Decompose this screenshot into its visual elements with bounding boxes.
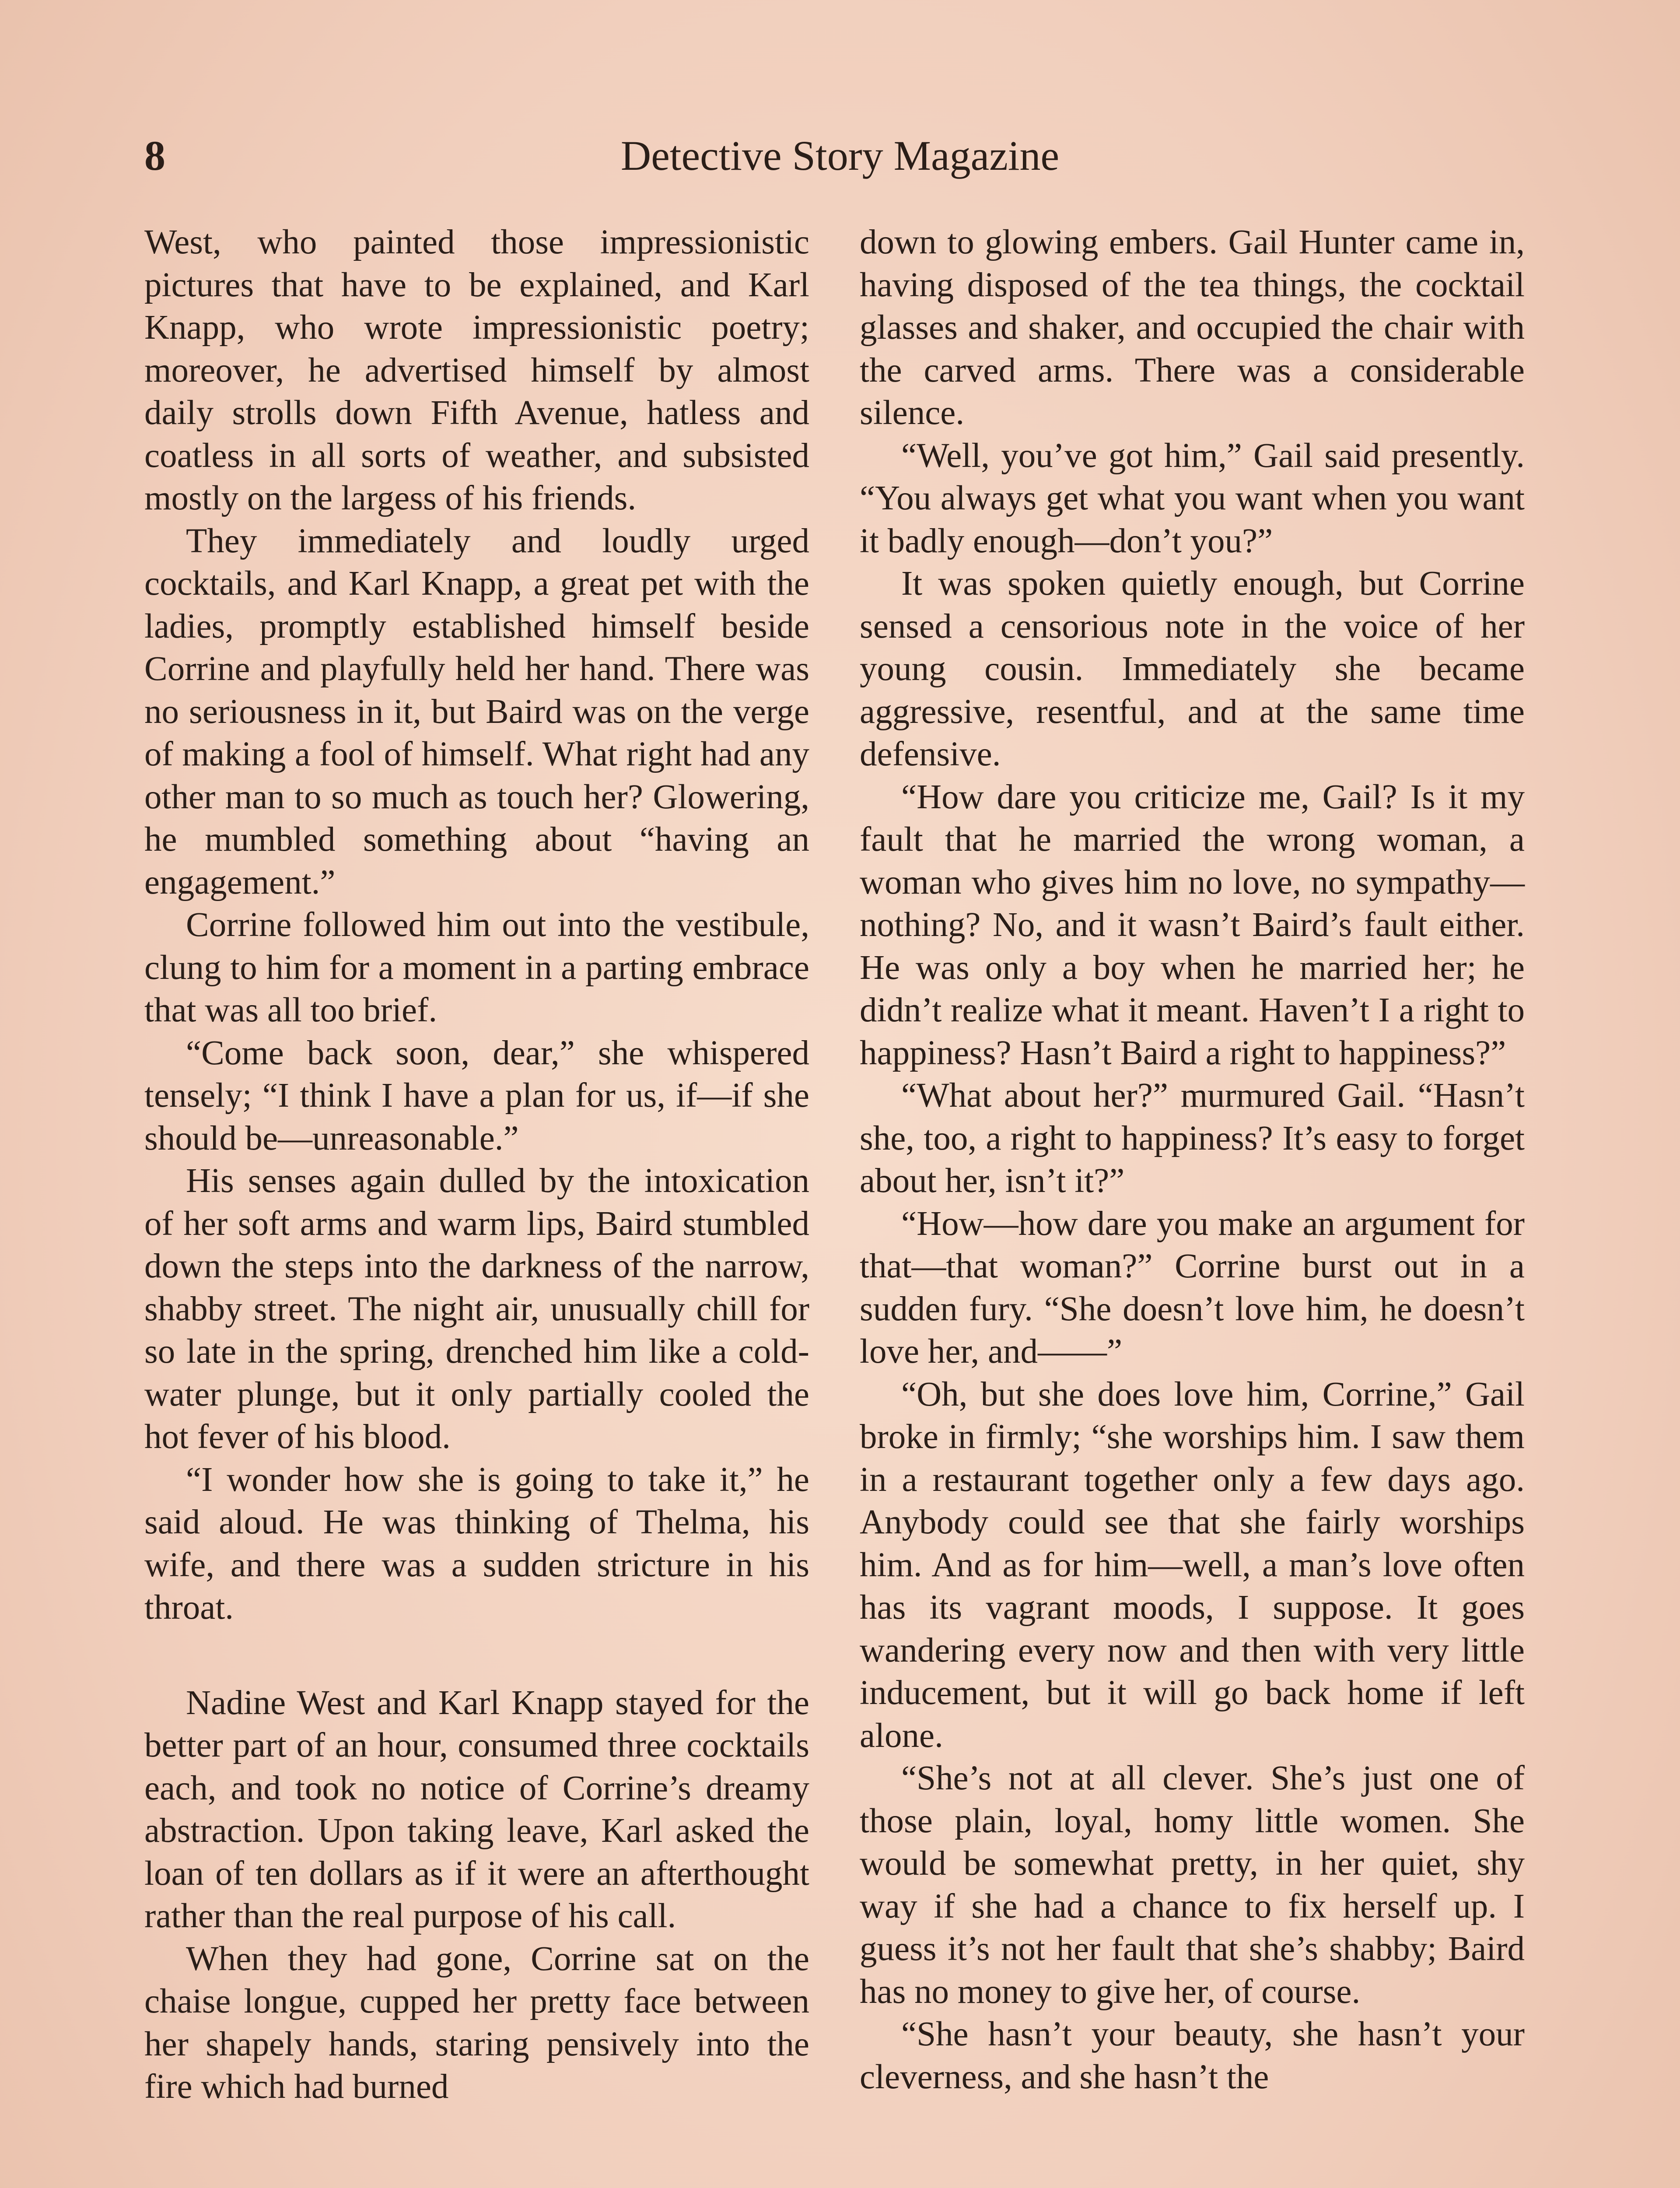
left-column xyxy=(144,221,809,2108)
paragraph: They immediately and loudly urged cocktails, and Karl Knapp, a great pet with the ladies, promptly established himself beside Corrine and playfully held her hand. There was no seriousness in it, but Baird was on the verge of making a fool of himself. What right had any other man to so much as touch her? Glowering, he mumbled something about “having an engagement.” xyxy=(144,522,809,901)
paragraph: West, who painted those impressionistic pictures that have to be explained, and Karl Knapp, who wrote impressionistic poetry; moreover, he advertised himself by almost daily strolls down Fifth Avenue, hatless and coatless in all sorts of weather, and subsisted mostly on the largess of his friends. xyxy=(144,223,809,517)
running-head: Detective Story Magazine xyxy=(620,132,1060,179)
paragraph: down to glowing embers. Gail Hunter came in, having disposed of the tea things, the cocktail glasses and shaker, and occupied the chair with the carved arms. There was a considerable silence. xyxy=(860,223,1525,432)
paragraph: “Come back soon, dear,” she whispered tensely; “I think I have a plan for us, if—if she should be—unreasonable.” xyxy=(144,1034,809,1157)
paragraph: When they had gone, Corrine sat on the chaise longue, cupped her pretty face between her shapely hands, staring pensively into the fire which had burned xyxy=(144,1939,809,2106)
paragraph: “Oh, but she does love him, Corrine,” Gail broke in firmly; “she worships him. I saw them in a restaurant together only a few days ago. Anybody could see that she fairly worships him. And as for him—well, a man’s love often has its vagrant moods, I suppose. It goes wandering every now and then with very little inducement, but it will go back home if left alone. xyxy=(860,1375,1525,1755)
paragraph: “What about her?” murmured Gail. “Hasn’t she, too, a right to happiness? It’s easy to forget about her, isn’t it?” xyxy=(860,1076,1525,1200)
paragraph: His senses again dulled by the intoxication of her soft arms and warm lips, Baird stumbled down the steps into the darkness of the narrow, shabby street. The night air, unusually chill for so late in the spring, drenched him like a cold-water plunge, but it only partially cooled the hot fever of his blood. xyxy=(144,1162,809,1456)
paragraph: “She’s not at all clever. She’s just one of those plain, loyal, homy little women. She would be somewhat pretty, in her quiet, shy way if she had a chance to fix herself up. I guess it’s not her fault that she’s shabby; Baird has no money to give her, of course. xyxy=(860,1759,1525,2011)
paragraph: Nadine West and Karl Knapp stayed for the better part of an hour, consumed three cocktails each, and took no notice of Corrine’s dreamy abstraction. Upon taking leave, Karl asked the loan of ten dollars as if it were an afterthought rather than the real purpose of his call. xyxy=(144,1683,809,1935)
page-number: 8 xyxy=(144,132,165,179)
paragraph: “How dare you criticize me, Gail? Is it my fault that he married the wrong woman, a woman who gives him no love, no sympathy—nothing? No, and it wasn’t Baird’s fault either. He was only a boy when he married her; he didn’t realize what it meant. Haven’t I a right to happiness? Hasn’t Baird a right to happiness?” xyxy=(860,778,1525,1072)
right-column xyxy=(860,221,1525,2098)
paragraph: “She hasn’t your beauty, she hasn’t your cleverness, and she hasn’t the xyxy=(860,2015,1525,2096)
paragraph: It was spoken quietly enough, but Corrine sensed a censorious note in the voice of her young cousin. Immediately she became aggressive, resentful, and at the same time defensive. xyxy=(860,565,1525,773)
section-break xyxy=(144,1629,809,1682)
paragraph: Corrine followed him out into the vestibule, clung to him for a moment in a parting embrace that was all too brief. xyxy=(144,906,809,1029)
paragraph: “I wonder how she is going to take it,” he said aloud. He was thinking of Thelma, his wife, and there was a sudden stricture in his throat. xyxy=(144,1460,809,1627)
paragraph: “How—how dare you make an argument for that—that woman?” Corrine burst out in a sudden fury. “She doesn’t love him, he doesn’t love her, and——” xyxy=(860,1204,1525,1371)
paragraph: “Well, you’ve got him,” Gail said presently. “You always get what you want when you want it badly enough—don’t you?” xyxy=(860,436,1525,560)
